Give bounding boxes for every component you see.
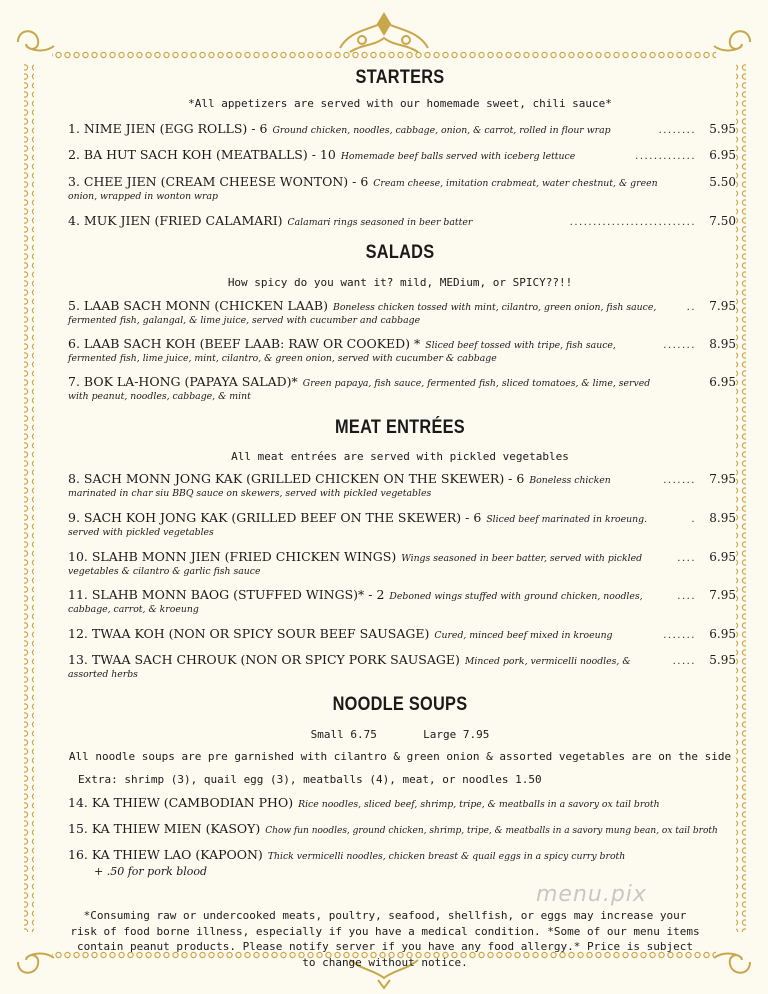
item-description-cont: onion, wrapped in wonton wrap — [68, 191, 218, 202]
item-description-cont: marinated in char siu BBQ sauce on skewers, served with pickled vegetables — [68, 488, 432, 499]
dot-leader: .... — [677, 591, 696, 602]
dot-leader: ....... — [663, 340, 696, 351]
item-name: 10. SLAHB MONN JIEN (FRIED CHICKEN WINGS) — [68, 549, 397, 564]
section-title: NOODLE SOUPS — [332, 694, 468, 715]
dot-leader: ..... — [672, 656, 696, 667]
salads-section — [60, 240, 740, 292]
item-name: 8. SACH MONN JONG KAK (GRILLED CHICKEN ON THE SKEWER) - 6 — [68, 471, 525, 486]
item-price: 7.50 — [709, 214, 736, 228]
menu-item — [68, 146, 736, 164]
item-name: 14. KA THIEW (CAMBODIAN PHO) — [68, 795, 294, 810]
dot-leader: ....... — [663, 630, 696, 641]
item-description-cont: cabbage, carrot, & kroeung — [68, 604, 199, 615]
section-note: All meat entrées are served with pickled vegetables — [231, 450, 569, 463]
dot-leader: .. — [686, 302, 696, 313]
section-note: All noodle soups are pre garnished with cilantro & green onion & assorted vegetables are on the side — [68, 750, 732, 763]
item-name: 12. TWAA KOH (NON OR SPICY SOUR BEEF SAUSAGE) — [68, 626, 430, 641]
item-price: 6.95 — [709, 627, 736, 641]
menu-item — [68, 120, 736, 138]
item-description-cont: with peanut, noodles, cabbage, & mint — [68, 391, 251, 402]
dot-leader: ............. — [635, 151, 696, 162]
menu-item — [68, 651, 736, 681]
menu-item — [68, 846, 736, 880]
noodle-soups-section — [60, 692, 740, 789]
item-name: 7. BOK LA-HONG (PAPAYA SALAD)* — [68, 374, 298, 389]
disclaimer: *Consuming raw or undercooked meats, poultry, seafood, shellfish, or eggs may increase your risk of food borne illness, especially if you have a medical condition. *Some of our menu items contain peanut products. Please notify server if you have any food allergy.* Price is subject to change without notice. — [70, 909, 700, 969]
item-price: 7.95 — [709, 299, 736, 313]
item-name: 2. BA HUT SACH KOH (MEATBALLS) - 10 — [68, 147, 336, 162]
dot-leader: ........................... — [569, 217, 696, 228]
item-description-cont: fermented fish, galangal, & lime juice, served with cucumber and cabbage — [68, 315, 421, 326]
menu-item — [68, 548, 736, 578]
size-prices: Small 6.75 Large 7.95 — [310, 728, 490, 741]
item-description: Cream cheese, imitation crabmeat, water chestnut, & green — [373, 178, 658, 189]
item-description: Rice noodles, sliced beef, shrimp, tripe, & meatballs in a savory ox tail broth — [298, 799, 660, 810]
item-price: 8.95 — [709, 511, 736, 525]
item-name: 13. TWAA SACH CHROUK (NON OR SPICY PORK SAUSAGE) — [68, 652, 460, 667]
item-description-cont: assorted herbs — [68, 669, 138, 680]
item-description: Ground chicken, noodles, cabbage, onion, & carrot, rolled in flour wrap — [272, 125, 611, 136]
item-description: Green papaya, fish sauce, fermented fish, sliced tomatoes, & lime, served — [302, 378, 651, 389]
meat-entrees-section — [60, 415, 740, 466]
menu-item — [68, 509, 736, 539]
menu-item — [68, 335, 736, 365]
menu-item — [68, 212, 736, 230]
menu-item — [68, 173, 736, 203]
item-price: 8.95 — [709, 337, 736, 351]
item-description: Minced pork, vermicelli noodles, & — [464, 656, 631, 667]
item-description: Sliced beef tossed with tripe, fish sauce, — [425, 340, 616, 351]
menu-item — [68, 625, 736, 643]
item-description: Homemade beef balls served with iceberg lettuce — [340, 151, 576, 162]
item-price: 7.95 — [709, 472, 736, 486]
crest-ornament — [340, 14, 428, 52]
item-name: 9. SACH KOH JONG KAK (GRILLED BEEF ON THE SKEWER) - 6 — [68, 510, 482, 525]
item-description: Sliced beef marinated in kroeung. — [486, 514, 648, 525]
extras-note: Extra: shrimp (3), quail egg (3), meatballs (4), meat, or noodles 1.50 — [78, 773, 542, 786]
starters-section — [60, 65, 740, 113]
item-price: 6.95 — [709, 148, 736, 162]
section-title: MEAT ENTRÉES — [335, 417, 465, 438]
item-description: Boneless chicken tossed with mint, cilantro, green onion, fish sauce, — [332, 302, 657, 313]
item-description: Boneless chicken — [529, 475, 611, 486]
dot-leader: ....... — [663, 475, 696, 486]
item-description: Cured, minced beef mixed in kroeung — [434, 630, 613, 641]
section-title: STARTERS — [355, 67, 445, 88]
item-price: 7.95 — [709, 588, 736, 602]
item-price: 5.95 — [709, 653, 736, 667]
item-name: 3. CHEE JIEN (CREAM CHEESE WONTON) - 6 — [68, 174, 369, 189]
item-name: 15. KA THIEW MIEN (KASOY) — [68, 821, 261, 836]
item-price: 6.95 — [709, 375, 736, 389]
dot-leader: . — [691, 514, 696, 525]
item-description: Chow fun noodles, ground chicken, shrimp, tripe, & meatballs in a savory mung bean, ox tail broth — [265, 826, 718, 836]
item-name: 5. LAAB SACH MONN (CHICKEN LAAB) — [68, 298, 328, 313]
item-name: 16. KA THIEW LAO (KAPOON) — [68, 847, 263, 862]
item-name: 6. LAAB SACH KOH (BEEF LAAB: RAW OR COOKED) * — [68, 336, 421, 351]
menu-item — [68, 586, 736, 616]
item-description-cont: fermented fish, lime juice, mint, cilantro, & green onion, served with cucumber & cabbage — [68, 353, 497, 364]
menu-item — [68, 820, 744, 838]
menu-item — [68, 373, 736, 403]
item-description: Wings seasoned in beer batter, served with pickled — [401, 553, 643, 564]
item-description: Deboned wings stuffed with ground chicken, noodles, — [389, 591, 643, 602]
pork-blood-note: + .50 for pork blood — [94, 865, 208, 878]
item-name: 1. NIME JIEN (EGG ROLLS) - 6 — [68, 121, 268, 136]
watermark: menu.pix — [536, 882, 647, 907]
dot-leader: .... — [677, 553, 696, 564]
item-description: Calamari rings seasoned in beer batter — [287, 217, 473, 228]
item-price: 5.95 — [709, 122, 736, 136]
item-description: Thick vermicelli noodles, chicken breast & quail eggs in a spicy curry broth — [267, 851, 626, 862]
item-name: 11. SLAHB MONN BAOG (STUFFED WINGS)* - 2 — [68, 587, 385, 602]
item-description-cont: served with pickled vegetables — [68, 527, 214, 538]
menu-item — [68, 470, 736, 500]
section-note: *All appetizers are served with our homemade sweet, chili sauce* — [188, 97, 612, 110]
item-description-cont: vegetables & cilantro & garlic fish sauce — [68, 566, 261, 577]
menu-item — [68, 297, 736, 327]
item-price: 5.50 — [709, 175, 736, 189]
section-title: SALADS — [365, 242, 435, 263]
section-note: How spicy do you want it? mild, MEDium, or SPICY??!! — [227, 276, 573, 289]
menu-item — [68, 794, 736, 812]
item-name: 4. MUK JIEN (FRIED CALAMARI) — [68, 213, 283, 228]
item-price: 6.95 — [709, 550, 736, 564]
dot-leader: ........ — [658, 125, 696, 136]
